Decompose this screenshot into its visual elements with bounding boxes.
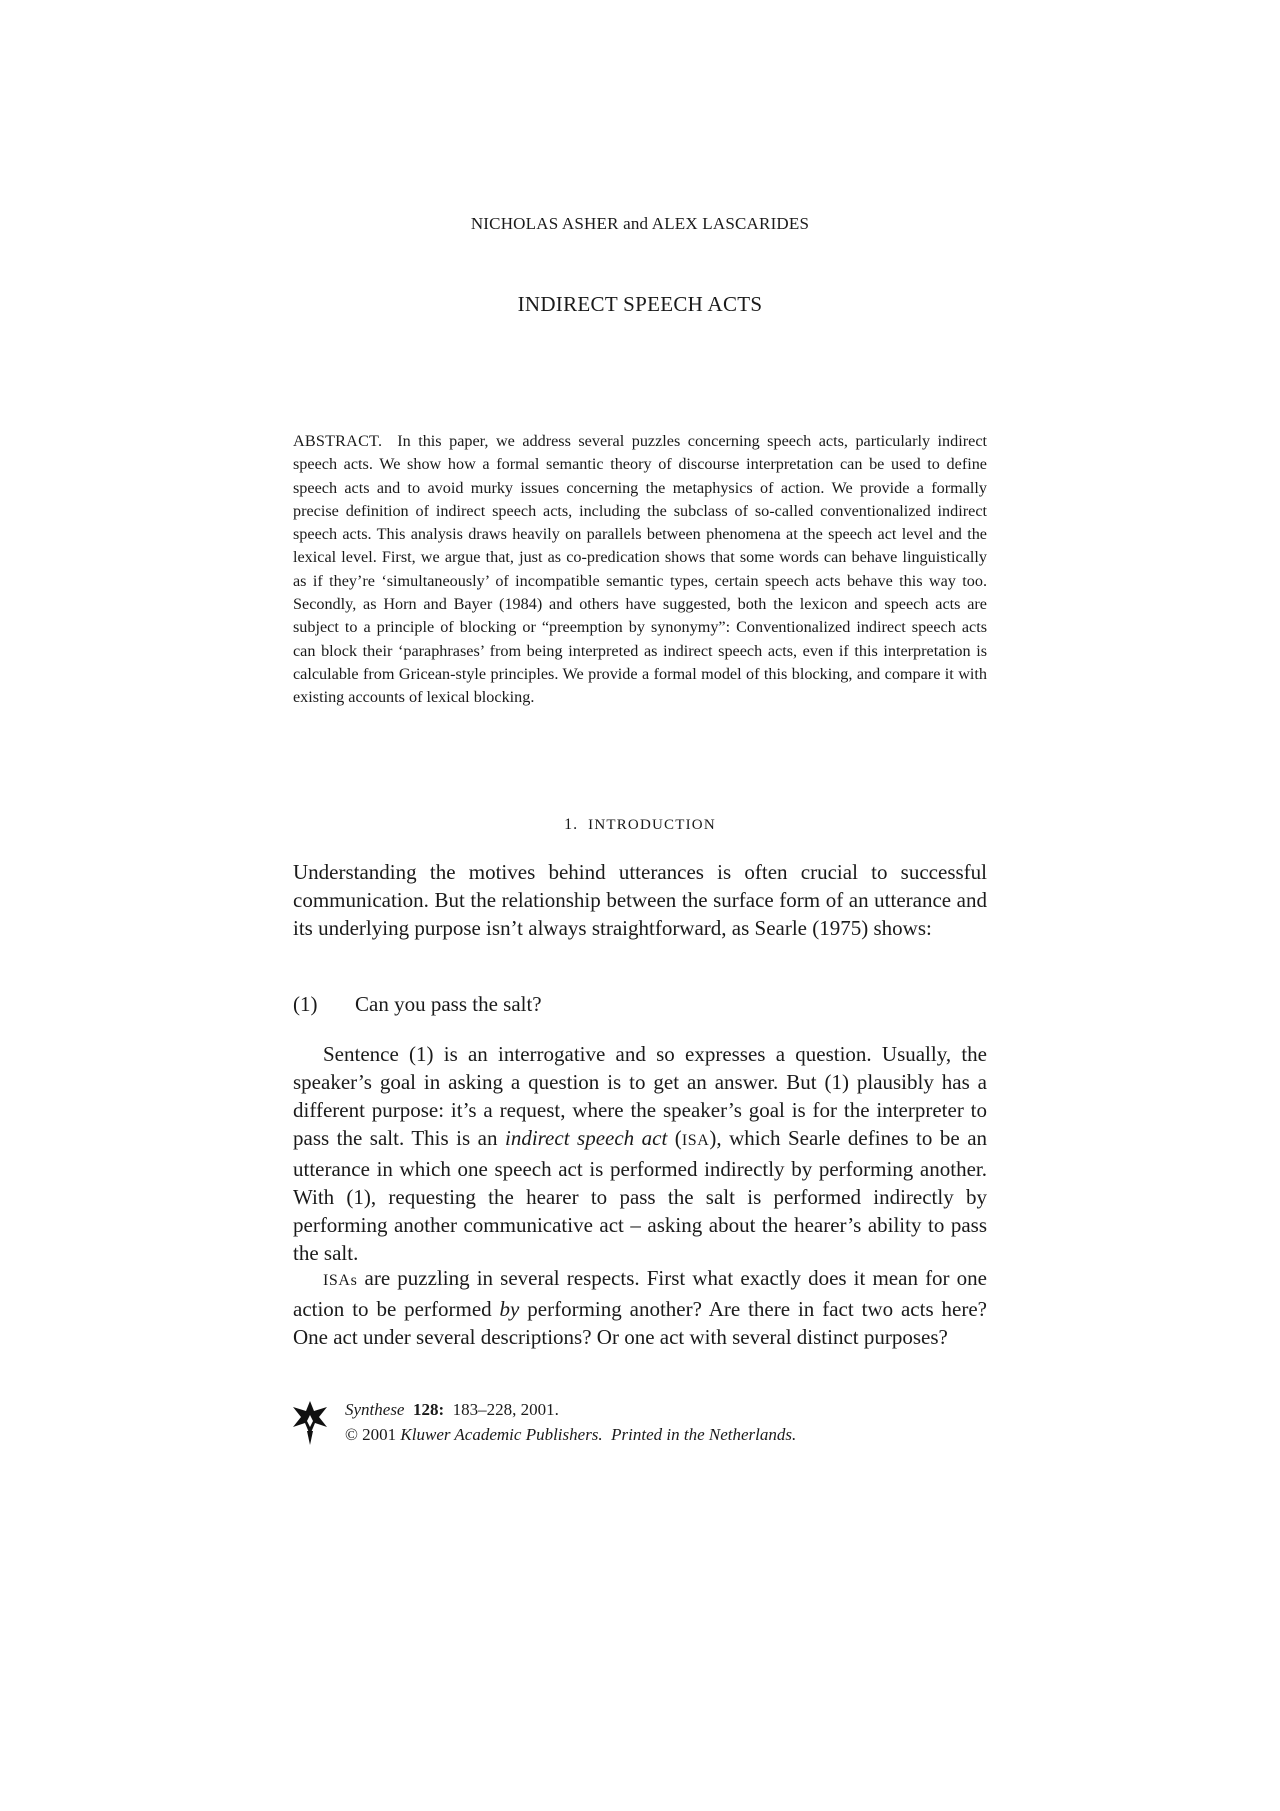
copyright-year: 2001	[362, 1425, 397, 1444]
paper-title: INDIRECT SPEECH ACTS	[517, 292, 763, 316]
abstract-text: In this paper, we address several puzzles concerning speech acts, particularly indirect speech acts. We show how a formal semantic theory of discourse interpretation can be used to define speech acts and to avoid murky issues concerning the metaphysics of action. We provide a formally precise definition of indirect speech acts, including the subclass of so-called conventionalized indirect speech acts. This analysis draws heavily on parallels between phenomena at the speech act level and the lexical level. First, we argue that, just as co-predication shows that some words can behave linguistically as if they’re ‘simultaneously’ of incompatible semantic types, certain speech acts behave this way too. Secondly, as Horn and Bayer (1984) and others have suggested, both the lexicon and speech acts are subject to a principle of blocking or “preemption by synonymy”: Conventionalized indirect speech acts can block their ‘paraphrases’ from being interpreted as indirect speech acts, even if this interpretation is calculable from Gricean-style principles. We provide a formal model of this blocking, and compare it with existing accounts of lexical blocking.	[293, 432, 987, 707]
paragraph-3-text-a: are puzzling in several respects. First what exactly does it mean for one action to be performed	[293, 1266, 987, 1321]
section-heading	[0, 816, 1280, 834]
copyright-line	[345, 1422, 796, 1447]
copyright-symbol: ©	[345, 1425, 358, 1444]
paragraph-2-text-b: (	[667, 1126, 682, 1150]
journal-name: Synthese	[345, 1400, 405, 1419]
example-1	[293, 990, 542, 1018]
publication-footer	[293, 1397, 993, 1457]
intro-paragraph: Understanding the motives behind utterances is often crucial to successful communication. But the relationship between the surface form of an utterance and its underlying purpose isn’t always straightforward, as Searle (1975) shows:	[293, 860, 987, 940]
example-number: (1)	[293, 992, 318, 1016]
paragraph-2-text-c: ), which Searle defines to be an utterance in which one speech act is performed indirectly by performing another. With (1), requesting the hearer to pass the salt is performed indirectly by performing another communicative act – asking about the hearer’s ability to pass the salt.	[293, 1126, 988, 1265]
publisher-logo-icon	[293, 1401, 327, 1445]
author-line: NICHOLAS ASHER and ALEX LASCARIDES	[470, 214, 810, 233]
journal-volume: 128:	[412, 1400, 445, 1419]
by-emphasis: by	[499, 1297, 520, 1321]
paragraph-2-text-a: Sentence (1) is an interrogative and so expresses a question. Usually, the speaker’s goal in asking a question is to get an answer. But (1) plausibly has a different purpose: it’s a request, where the speaker’s goal is for the interpreter to pass the salt. This is an	[293, 1042, 987, 1150]
journal-pages: 183–228, 2001.	[452, 1400, 559, 1419]
example-text: Can you pass the salt?	[355, 992, 542, 1016]
paragraph-3	[293, 1264, 987, 1351]
section-title: INTRODUCTION	[588, 817, 716, 833]
abstract-label: ABSTRACT.	[293, 432, 383, 450]
publisher-name: Kluwer Academic Publishers.	[400, 1425, 603, 1444]
paragraph-2	[293, 1040, 987, 1267]
isa-term: indirect speech act	[504, 1126, 668, 1150]
footer-lines	[345, 1397, 796, 1447]
abstract	[293, 430, 987, 710]
isa-abbr: ISA	[681, 1132, 710, 1149]
printed-in: Printed in the Netherlands.	[611, 1425, 797, 1444]
section-number: 1.	[564, 816, 579, 833]
citation-line	[345, 1397, 796, 1422]
isas-abbr: ISAs	[323, 1272, 358, 1289]
paragraph-3-text-b: performing another? Are there in fact two acts here? One act under several descriptions? Or one act with several distinct purposes?	[293, 1297, 987, 1349]
